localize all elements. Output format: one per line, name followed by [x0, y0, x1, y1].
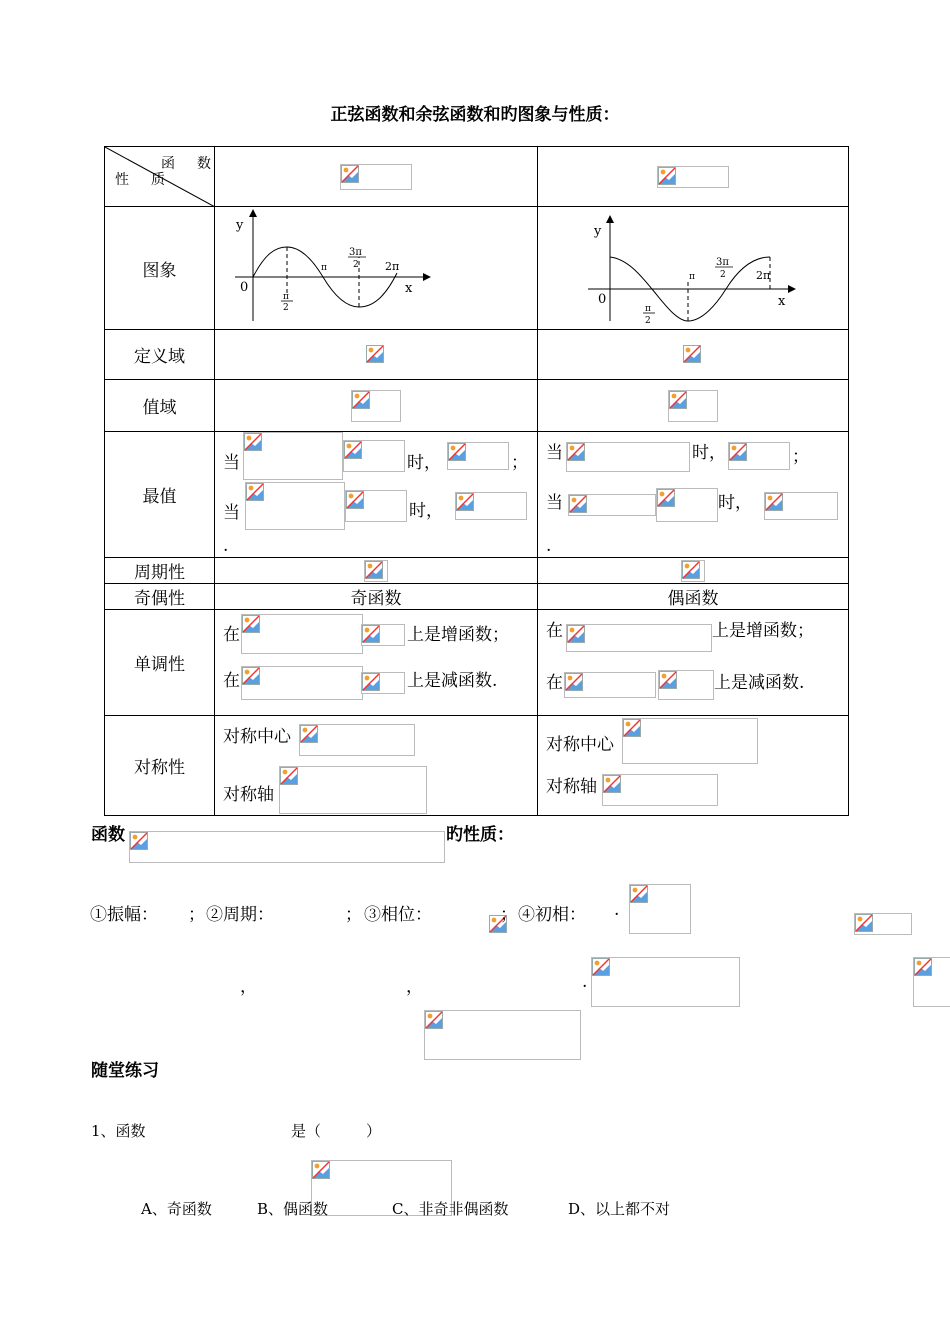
sin-min-x-image: [245, 482, 345, 530]
broken-image-icon: [362, 673, 380, 691]
expression-image-3: [424, 1010, 581, 1060]
cos-max-value-image: [728, 442, 790, 470]
broken-image-icon: [630, 885, 648, 903]
broken-image-icon: [569, 495, 587, 513]
cos-domain-cell: [538, 330, 849, 380]
tick-2pi: 2π: [385, 260, 400, 273]
cos-period-cell: [538, 558, 849, 584]
option-a[interactable]: A、奇函数: [141, 1200, 212, 1218]
broken-image-icon: [914, 958, 932, 976]
axis-text: 对称轴: [223, 785, 274, 805]
semicolon-text: ；: [792, 447, 809, 467]
shi-text: 时，: [718, 493, 752, 513]
sin-axis-image: [279, 766, 427, 814]
expression-image-2: [913, 957, 950, 1007]
broken-image-icon: [567, 443, 585, 461]
cos-max-x-image: [566, 442, 690, 472]
when-text: 当: [223, 453, 240, 473]
broken-image-icon: [242, 615, 260, 633]
func-suffix: 旳性质：: [446, 825, 514, 845]
row-label-range: 值域: [105, 380, 215, 432]
tick-pi-over-2-den: 2: [645, 316, 651, 326]
cos-graph: [538, 207, 848, 329]
page-title: 正弦函数和余弦函数和旳图象与性质：: [330, 105, 620, 125]
shi-text: 时，: [407, 453, 441, 473]
broken-image-icon: [365, 561, 383, 579]
shi-text: 时，: [692, 443, 726, 463]
when-text: 当: [546, 493, 563, 513]
separator: ；: [500, 905, 517, 925]
broken-image-icon: [242, 667, 260, 685]
tick-pi-over-2-den: 2: [283, 303, 289, 313]
cos-graph-cell: [538, 207, 849, 330]
sin-max-x-image: [243, 432, 343, 480]
when-text: 当: [223, 503, 240, 523]
increasing-text: 上是增函数；: [712, 621, 814, 641]
row-label-monotonic: 单调性: [105, 610, 215, 716]
center-text: 对称中心: [223, 727, 291, 747]
tick-3pi-over-2-den: 2: [353, 260, 359, 270]
broken-image-icon: [623, 719, 641, 737]
broken-image-icon: [312, 1161, 330, 1179]
tick-3pi-over-2-num: 3π: [349, 247, 362, 258]
sin-min-value-image: [455, 492, 527, 520]
axis-text: 对称轴: [546, 777, 597, 797]
when-text: 当: [546, 443, 563, 463]
tick-2pi: 2π: [756, 269, 771, 282]
broken-image-icon: [448, 443, 466, 461]
cos-extreme-cell: [538, 432, 849, 558]
sin-period-cell: [215, 558, 538, 584]
in-text: 在: [546, 673, 563, 693]
cos-parity: 偶函数: [538, 584, 849, 610]
broken-image-icon: [352, 391, 370, 409]
x-label: x: [778, 294, 786, 309]
properties-table: [104, 146, 849, 816]
phase-label: ③相位：: [364, 905, 432, 925]
broken-image-icon: [729, 443, 747, 461]
broken-image-icon: [683, 345, 701, 363]
init-phase-label: ④初相：: [518, 905, 586, 925]
sin-monotonic-cell: [215, 610, 538, 716]
sin-decrease-k-image: [361, 672, 405, 694]
broken-image-icon: [565, 673, 583, 691]
broken-image-icon: [456, 493, 474, 511]
sin-decrease-interval-image: [241, 666, 363, 700]
practice-heading: 随堂练习: [91, 1061, 159, 1081]
x-label: x: [405, 281, 413, 296]
tick-3pi-over-2-num: 3π: [716, 257, 729, 268]
sin-max-value-image: [447, 442, 509, 470]
sin-range-cell: [215, 380, 538, 432]
period-image: [629, 884, 691, 934]
broken-image-icon: [682, 561, 700, 579]
header-top: 函 数: [161, 156, 215, 172]
sin-domain-image: [366, 345, 386, 365]
period-dot: .: [614, 900, 620, 920]
phase-image: [854, 913, 912, 935]
sin-domain-cell: [215, 330, 538, 380]
cos-range-cell: [538, 380, 849, 432]
cos-period-image: [681, 560, 705, 582]
broken-image-icon: [765, 493, 783, 511]
sin-period-image: [364, 560, 388, 582]
row-label-period: 周期性: [105, 558, 215, 584]
option-d[interactable]: D、以上都不对: [568, 1200, 671, 1218]
cos-monotonic-cell: [538, 610, 849, 716]
cos-min-y-image: [656, 488, 718, 522]
sin-increase-k-image: [361, 624, 405, 646]
broken-image-icon: [658, 167, 676, 185]
sin-symmetry-cell: [215, 716, 538, 816]
broken-image-icon: [300, 725, 318, 743]
period-dot: .: [582, 972, 588, 992]
row-label-domain: 定义域: [105, 330, 215, 380]
sin-increase-interval-image: [241, 614, 363, 654]
cos-min-value-image: [764, 492, 838, 520]
broken-image-icon: [362, 625, 380, 643]
sin-parity: 奇函数: [215, 584, 538, 610]
cos-header: [538, 147, 849, 207]
center-text: 对称中心: [546, 735, 614, 755]
broken-image-icon: [130, 832, 148, 850]
in-text: 在: [223, 671, 240, 691]
broken-image-icon: [855, 914, 873, 932]
row-label-symmetry: 对称性: [105, 716, 215, 816]
cos-decrease-k-image: [658, 670, 714, 700]
tick-pi: π: [689, 272, 695, 282]
broken-image-icon: [366, 345, 384, 363]
broken-image-icon: [341, 165, 359, 183]
row-label-extreme: 最值: [105, 432, 215, 558]
y-label: y: [236, 218, 244, 233]
cos-domain-image: [683, 345, 703, 365]
origin-label: 0: [240, 280, 249, 295]
question-1-prefix: 1、函数: [91, 1122, 146, 1140]
period-dot: .: [223, 536, 229, 556]
sin-graph-cell: [215, 207, 538, 330]
tick-3pi-over-2-den: 2: [720, 270, 726, 280]
y-label: y: [594, 224, 602, 239]
tick-pi: π: [321, 263, 327, 273]
shi-text: 时，: [409, 501, 443, 521]
comma: ，: [240, 977, 257, 997]
func-prefix: 函数: [91, 825, 125, 845]
cos-function-image: [657, 166, 729, 188]
question-1-suffix: 是（ ）: [291, 1122, 382, 1140]
origin-label: 0: [598, 292, 607, 307]
tick-pi-over-2-num: π: [283, 292, 289, 302]
comma: ，: [406, 977, 423, 997]
broken-image-icon: [603, 775, 621, 793]
option-c[interactable]: C、非奇非偶函数: [392, 1200, 509, 1218]
separator: ；: [188, 905, 205, 925]
sin-graph: [215, 207, 537, 329]
broken-image-icon: [592, 958, 610, 976]
broken-image-icon: [567, 625, 585, 643]
cos-range-image: [668, 390, 718, 422]
option-b[interactable]: B、偶函数: [257, 1200, 329, 1218]
broken-image-icon: [280, 767, 298, 785]
row-label-graph: 图象: [105, 207, 215, 330]
expression-image-1: [591, 957, 740, 1007]
in-text: 在: [546, 621, 563, 641]
period-label: ②周期：: [206, 905, 274, 925]
decreasing-text: 上是减函数.: [407, 671, 498, 691]
tick-pi-over-2-num: π: [645, 304, 651, 314]
sin-extreme-cell: [215, 432, 538, 558]
cos-symmetry-cell: [538, 716, 849, 816]
period-dot: .: [546, 536, 552, 556]
broken-image-icon: [669, 391, 687, 409]
increasing-text: 上是增函数；: [407, 625, 509, 645]
sin-function-image: [340, 164, 412, 190]
cos-min-x-image: [568, 494, 656, 516]
diagonal-header-cell: [105, 147, 215, 207]
broken-image-icon: [346, 491, 364, 509]
cos-center-image: [622, 718, 758, 764]
sin-max-y-image: [343, 440, 405, 472]
sin-range-image: [351, 390, 401, 422]
broken-image-icon: [246, 483, 264, 501]
header-bottom: 性 质: [115, 172, 169, 188]
broken-image-icon: [425, 1011, 443, 1029]
in-text: 在: [223, 625, 240, 645]
separator: ；: [345, 905, 362, 925]
broken-image-icon: [659, 671, 677, 689]
broken-image-icon: [244, 433, 262, 451]
amp-label: ①振幅：: [90, 905, 158, 925]
sin-center-image: [299, 724, 415, 756]
row-label-parity: 奇偶性: [105, 584, 215, 610]
func-expression-image: [129, 831, 445, 863]
sin-header: [215, 147, 538, 207]
semicolon-text: ；: [511, 453, 528, 473]
broken-image-icon: [657, 489, 675, 507]
cos-axis-image: [602, 774, 718, 806]
cos-increase-interval-image: [566, 624, 712, 652]
sin-min-y-image: [345, 490, 407, 522]
broken-image-icon: [344, 441, 362, 459]
cos-decrease-interval-image: [564, 672, 656, 698]
decreasing-text: 上是减函数.: [714, 673, 805, 693]
